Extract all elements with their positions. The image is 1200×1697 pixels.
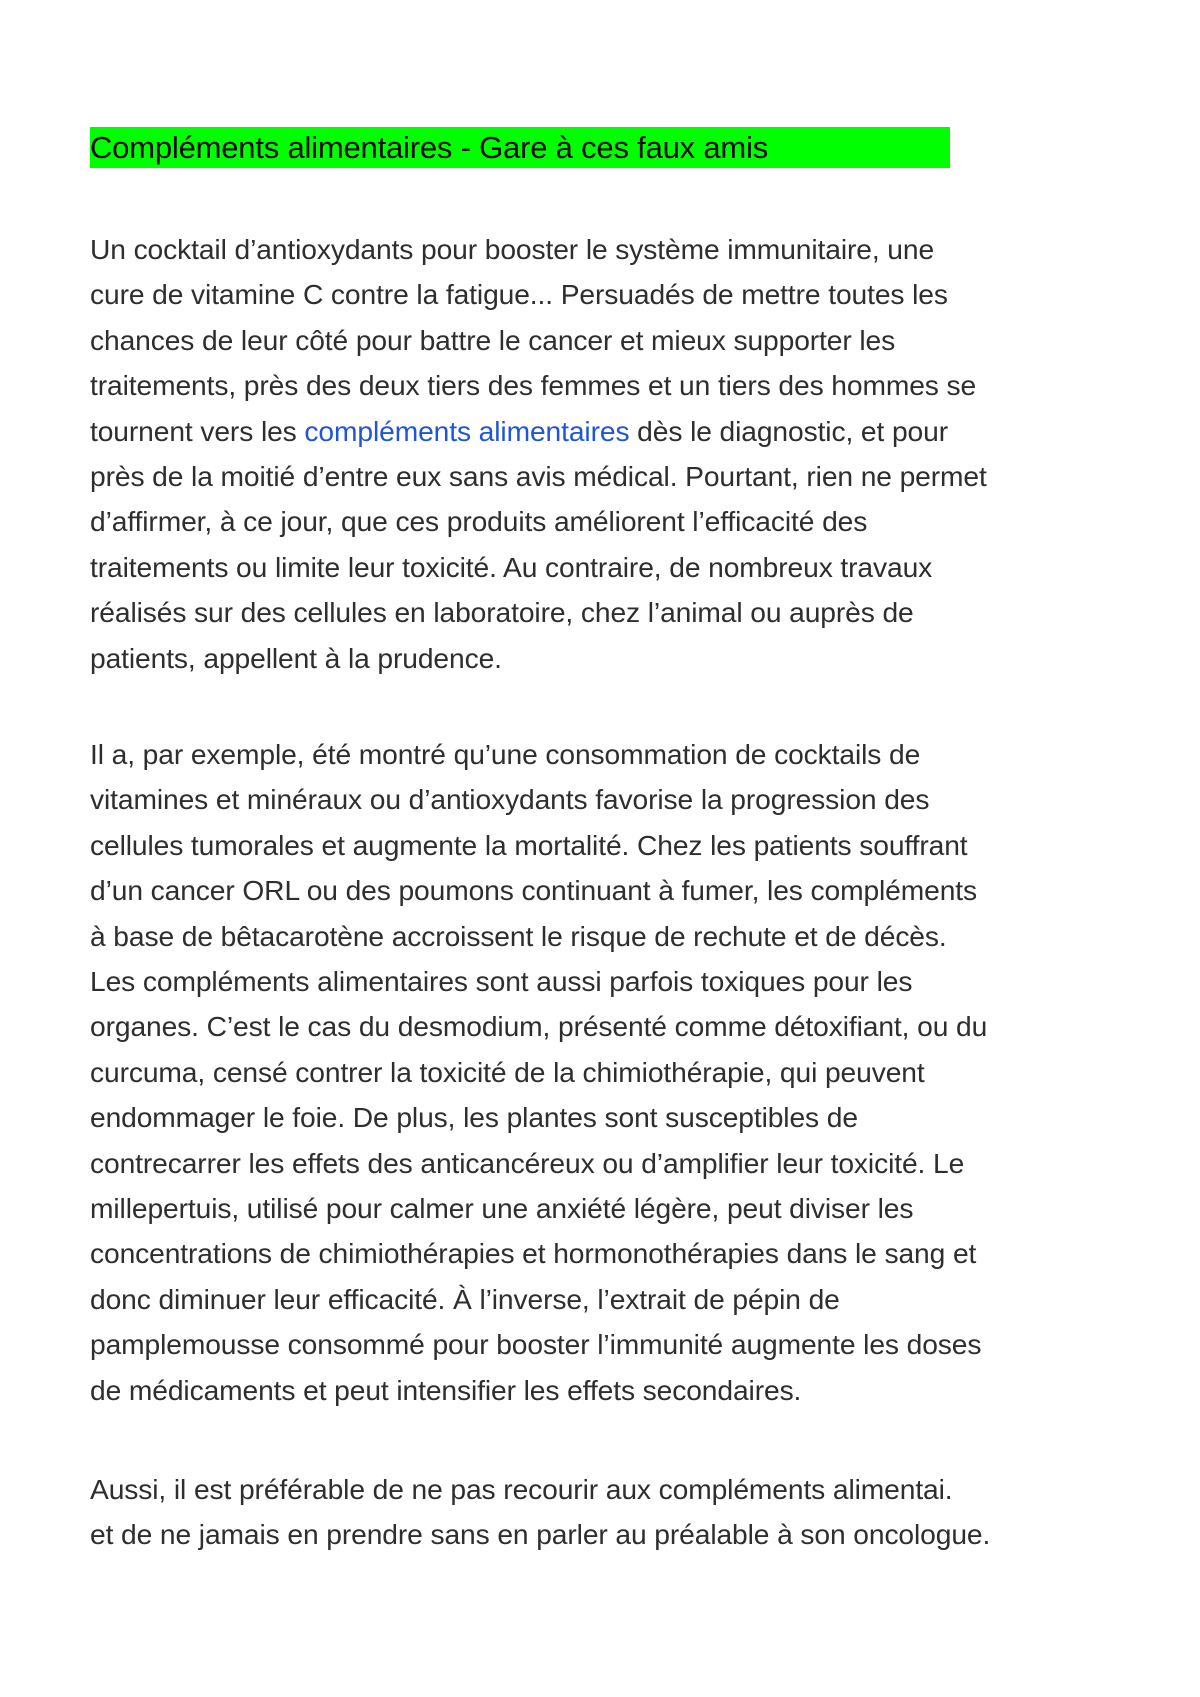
text-line: curcuma, censé contrer la toxicité de la chimiothérapie, qui peuvent (90, 1055, 925, 1088)
text-line: donc diminuer leur efficacité. À l’inverse, l’extrait de pépin de (90, 1282, 840, 1315)
text-line: et de ne jamais en prendre sans en parler au préalable à son oncologue. (90, 1518, 991, 1551)
text-line: pamplemousse consommé pour booster l’immunité augmente les doses (90, 1328, 982, 1361)
text-line: contrecarrer les effets des anticancéreux ou d’amplifier leur toxicité. Le (90, 1146, 965, 1179)
complements-alimentaires-link[interactable]: compléments alimentaires (304, 414, 630, 447)
text-line: concentrations de chimiothérapies et hormonothérapies dans le sang et (90, 1237, 977, 1270)
text-line: patients, appellent à la prudence. (90, 641, 502, 674)
text-line: traitements ou limite leur toxicité. Au contraire, de nombreux travaux (90, 550, 933, 583)
text-line: cure de vitamine C contre la fatigue... Persuadés de mettre toutes les (90, 278, 948, 311)
text-line: cellules tumorales et augmente la mortalité. Chez les patients souffrant (90, 828, 968, 861)
article-title: Compléments alimentaires - Gare à ces faux amis (90, 127, 950, 168)
paragraph-1 (90, 227, 987, 681)
text-line: Les compléments alimentaires sont aussi parfois toxiques pour les (90, 965, 913, 998)
text-line: de médicaments et peut intensifier les effets secondaires. (90, 1373, 802, 1406)
text-line: vitamines et minéraux ou d’antioxydants favorise la progression des (90, 783, 930, 816)
text-line: chances de leur côté pour battre le cancer et mieux supporter les (90, 323, 896, 356)
text-segment: tournent vers les (90, 414, 305, 447)
text-line: organes. C’est le cas du desmodium, présenté comme détoxifiant, ou du (90, 1010, 988, 1043)
text-line: à base de bêtacarotène accroissent le risque de rechute et de décès. (90, 919, 947, 952)
paragraph-3 (90, 1467, 990, 1558)
text-line: près de la moitié d’entre eux sans avis médical. Pourtant, rien ne permet (90, 460, 987, 493)
text-line: traitements, près des deux tiers des femmes et un tiers des hommes se (90, 369, 977, 402)
paragraph-2 (90, 732, 987, 1413)
text-line-with-link (90, 409, 987, 454)
text-line: réalisés sur des cellules en laboratoire, chez l’animal ou auprès de (90, 596, 914, 629)
text-line: d’affirmer, à ce jour, que ces produits améliorent l’efficacité des (90, 505, 868, 538)
text-line: millepertuis, utilisé pour calmer une anxiété légère, peut diviser les (90, 1192, 914, 1225)
text-line: Un cocktail d’antioxydants pour booster le système immunitaire, une (90, 233, 935, 265)
text-line: d’un cancer ORL ou des poumons continuant à fumer, les compléments (90, 874, 978, 907)
text-line: endommager le foie. De plus, les plantes sont susceptibles de (90, 1101, 858, 1134)
text-line: Aussi, il est préférable de ne pas recourir aux compléments alimentai. (90, 1473, 953, 1505)
text-segment: dès le diagnostic, et pour (629, 414, 948, 447)
text-line: Il a, par exemple, été montré qu’une consommation de cocktails de (90, 738, 921, 770)
